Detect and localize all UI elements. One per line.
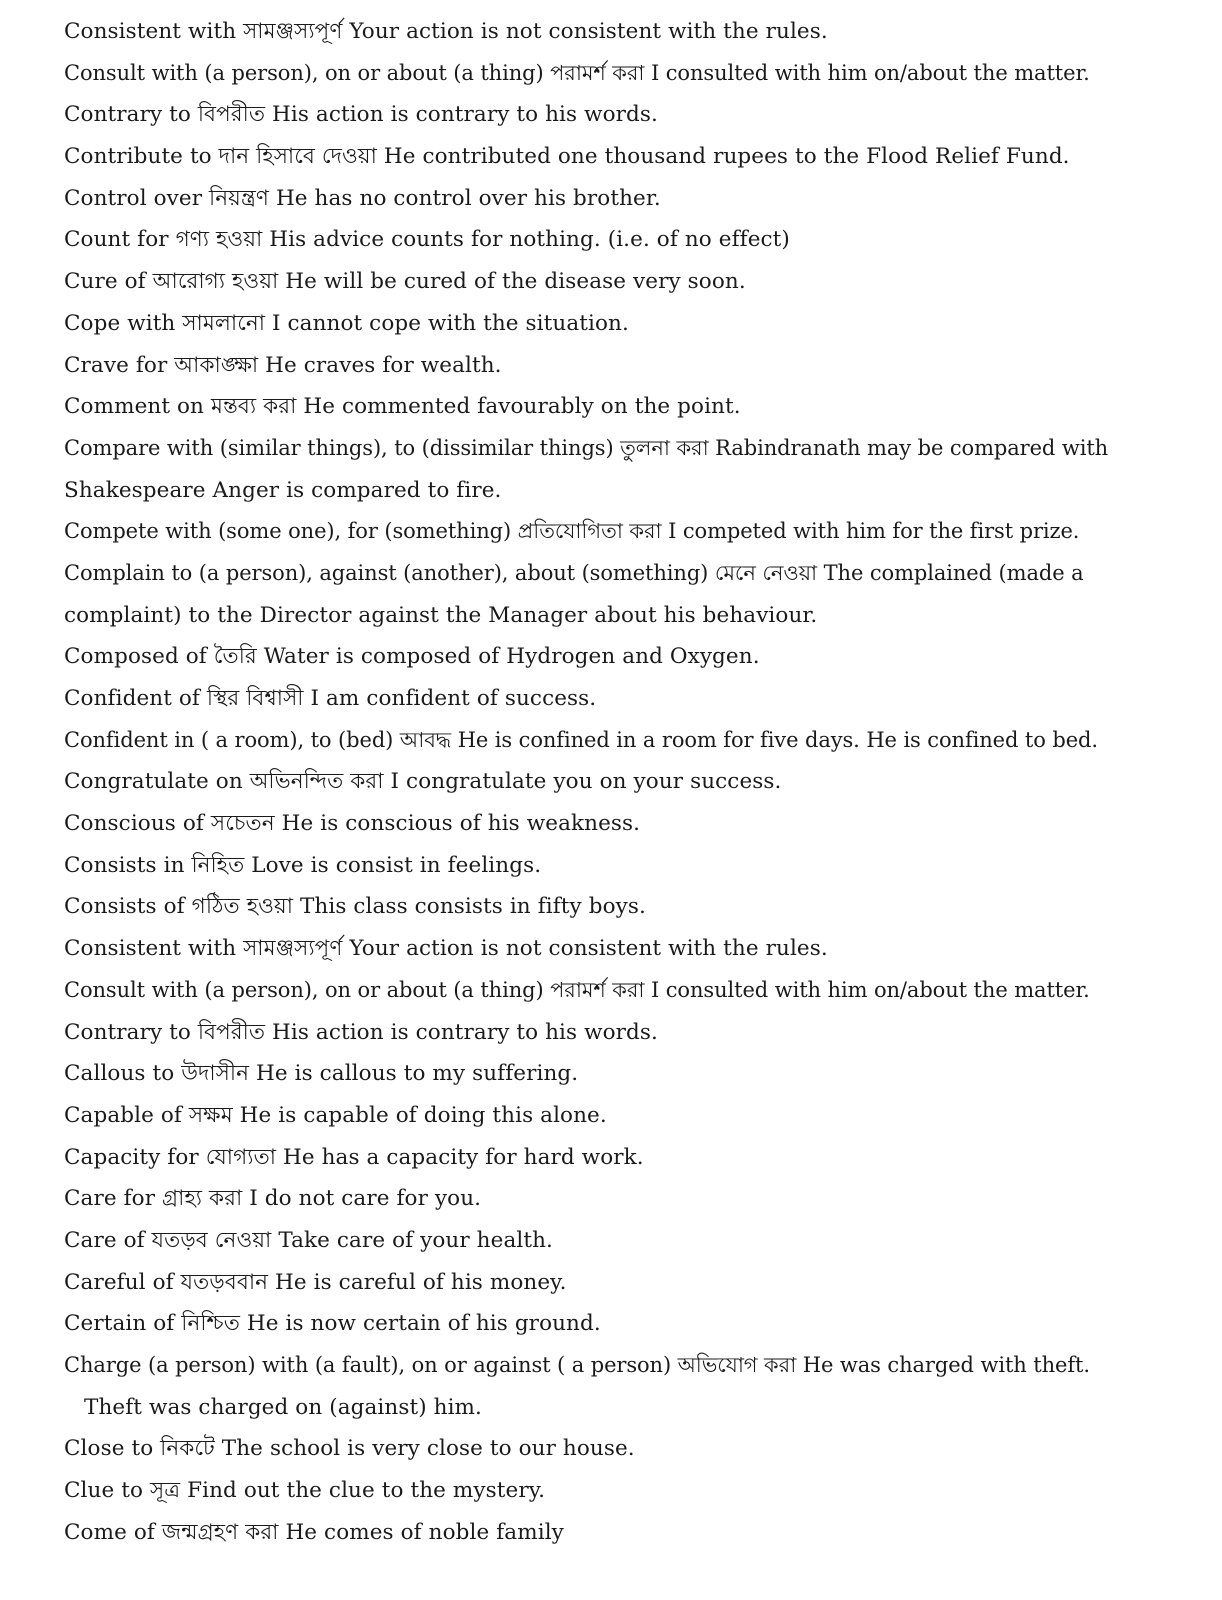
list-line: Consult with (a person), on or about (a thing) পরামর্শ করা I consulted with him on/about the matter. [64, 977, 1090, 1002]
list-line: Consult with (a person), on or about (a thing) পরামর্শ করা I consulted with him on/about the matter. [64, 60, 1090, 85]
list-line: Compete with (some one), for (something) প্রতিযোগিতা করা I competed with him for the first prize. [64, 519, 1080, 544]
list-line: Care of যতড়ব নেওয়া Take care of your health. [64, 1227, 553, 1253]
list-line: Count for গণ্য হওয়া His advice counts for nothing. (i.e. of no effect) [64, 227, 790, 253]
list-line: Contrary to বিপরীত His action is contrary to his words. [64, 1019, 658, 1045]
list-line: Contribute to দান হিসাবে দেওয়া He contributed one thousand rupees to the Flood Relief Fund. [64, 144, 1070, 170]
list-line: Consists in নিহিত Love is consist in feelings. [64, 852, 542, 878]
list-line: Contrary to বিপরীত His action is contrary to his words. [64, 102, 658, 128]
list-line: Cope with সামলানো I cannot cope with the situation. [64, 310, 629, 336]
list-line: Congratulate on অভিনন্দিত করা I congratulate you on your success. [64, 769, 782, 795]
list-line: Shakespeare Anger is compared to fire. [64, 477, 502, 503]
list-line: Conscious of সচেতন He is conscious of his weakness. [64, 811, 641, 837]
list-line: Careful of যতড়ববান He is careful of his money. [64, 1269, 567, 1295]
list-line: complaint) to the Director against the Manager about his behaviour. [64, 602, 818, 628]
list-line: Cure of আরোগ্য হওয়া He will be cured of the disease very soon. [64, 269, 746, 295]
list-line: Consists of গঠিত হওয়া This class consists in fifty boys. [64, 894, 646, 920]
preposition-list [64, 11, 1204, 1553]
list-line: Close to নিকটে The school is very close to our house. [64, 1436, 635, 1462]
list-line: Composed of তৈরি Water is composed of Hydrogen and Oxygen. [64, 644, 760, 670]
list-line: Care for গ্রাহ্য করা I do not care for you. [64, 1186, 482, 1212]
list-line: Come of জন্মগ্রহণ করা He comes of noble family [64, 1519, 564, 1545]
list-line: Charge (a person) with (a fault), on or against ( a person) অভিযোগ করা He was charged with theft. [64, 1353, 1090, 1377]
list-line: Confident of স্থির বিশ্বাসী I am confident of success. [64, 686, 597, 711]
list-line: Certain of নিশ্চিত He is now certain of his ground. [64, 1311, 601, 1337]
list-line: Control over নিয়ন্ত্রণ He has no control over his brother. [64, 185, 661, 211]
list-line: Consistent with সামঞ্জস্যপূর্ণ Your action is not consistent with the rules. [64, 936, 828, 962]
list-line: Capable of সক্ষম He is capable of doing this alone. [64, 1102, 607, 1128]
list-line: Theft was charged on (against) him. [84, 1394, 482, 1420]
list-line: Capacity for যোগ্যতা He has a capacity for hard work. [64, 1144, 644, 1170]
list-line: Callous to উদাসীন He is callous to my suffering. [64, 1061, 579, 1087]
list-line: Comment on মন্তব্য করা He commented favourably on the point. [64, 394, 741, 420]
list-line: Complain to (a person), against (another), about (something) মেনে নেওয়া The complained (made a [64, 560, 1084, 585]
list-line: Confident in ( a room), to (bed) আবদ্ধ He is confined in a room for five days. He is confined to bed. [64, 727, 1098, 752]
list-line: Consistent with সামঞ্জস্যপূর্ণ Your action is not consistent with the rules. [64, 19, 828, 44]
list-line: Clue to সূত্র Find out the clue to the mystery. [64, 1478, 546, 1504]
list-line: Compare with (similar things), to (dissimilar things) তুলনা করা Rabindranath may be compared with [64, 435, 1109, 460]
list-line: Crave for আকাঙ্ক্ষা He craves for wealth. [64, 352, 502, 378]
